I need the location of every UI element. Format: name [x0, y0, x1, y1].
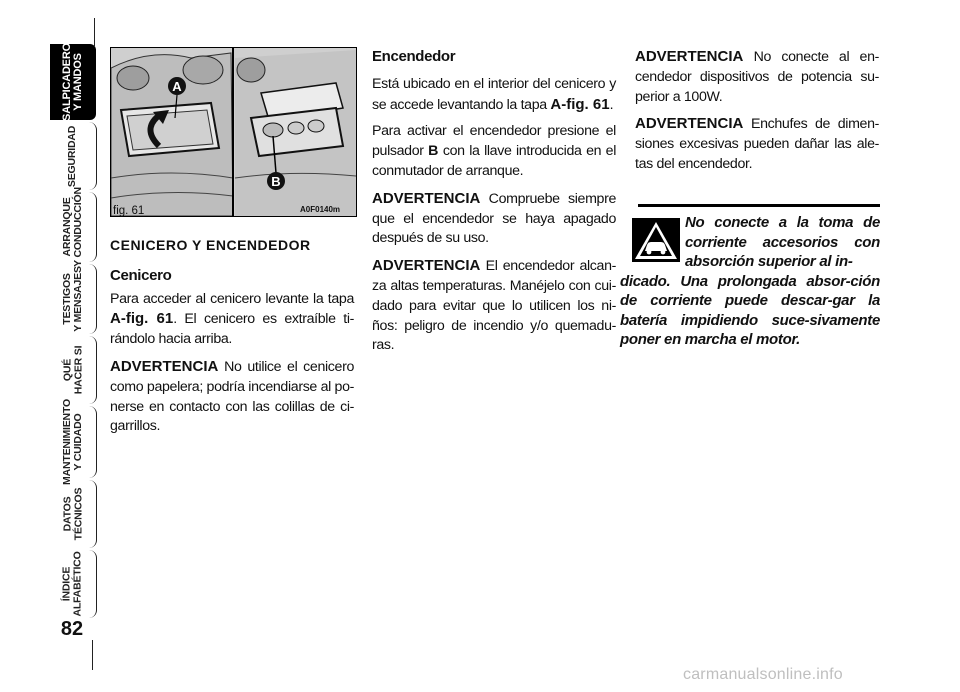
figure-ashtray-lighter — [110, 47, 357, 217]
warning-car-icon — [632, 218, 680, 262]
text: . El cenicero es extraíble ti-rándolo hacia arriba. — [110, 311, 354, 348]
warning-keyword: ADVERTENCIA — [635, 115, 744, 133]
tab-label: ARRANQUE Y CONDUCCIÓN — [61, 187, 85, 267]
figure-ref: A-fig. 61 — [550, 95, 610, 113]
column-1 — [110, 236, 354, 444]
section-title: CENICERO Y ENCENDEDOR — [110, 237, 311, 253]
figure-caption: fig. 61 — [113, 205, 145, 217]
paragraph-encendedor-activate — [372, 122, 616, 181]
paragraph-cenicero-access — [110, 290, 354, 350]
callout-a-label: A — [172, 79, 182, 94]
tab-salpicadero-y-mandos[interactable] — [50, 44, 96, 120]
paragraph-cenicero-warning — [110, 357, 354, 437]
figure-ref: A-fig. 61 — [110, 310, 174, 328]
tab-que-hacer-si[interactable] — [50, 336, 97, 404]
page-number: 82 — [60, 618, 84, 640]
sidebar-top-line — [90, 18, 95, 46]
ashtray-illustration — [111, 48, 356, 216]
text: Para acceder al cenicero levante la tapa — [110, 290, 354, 307]
text: con la llave introducida en el conmutador de arranque. — [372, 143, 616, 179]
callout-b-label: B — [271, 174, 281, 189]
text: No utilice el cenicero como papelera; podría incendiarse al po-nerse en contacto con las colillas de ci-garrillos. — [110, 358, 354, 435]
button-ref: B — [428, 143, 439, 160]
warning-top-rule — [638, 204, 880, 207]
chapter-sidebar — [0, 0, 96, 692]
warning-keyword: ADVERTENCIA — [110, 357, 219, 375]
subtitle-encendedor: Encendedor — [372, 48, 456, 65]
text: No conecte al en-cendedor dispositivos de potencia su-perior a 100W. — [635, 49, 879, 105]
tab-testigos-y-mensajes[interactable] — [50, 264, 97, 334]
paragraph-encendedor-warning-1 — [372, 189, 616, 249]
text: Está ubicado en el interior del cenicero y se accede levantando la tapa — [372, 75, 616, 113]
warning-keyword: ADVERTENCIA — [372, 257, 481, 275]
column-2 — [372, 47, 616, 363]
paragraph-power-warning — [635, 47, 879, 107]
column-3 — [635, 47, 879, 182]
sidebar-bottom-line — [92, 640, 93, 670]
tab-label: TESTIGOS Y MENSAJES — [61, 266, 84, 332]
tab-seguridad[interactable] — [50, 122, 97, 190]
figure-code: A0F0140m — [300, 205, 341, 214]
text: . — [609, 96, 614, 113]
text: Para activar el encendedor presione el pulsador — [372, 123, 616, 160]
tab-label: SALPICADERO Y MANDOS — [61, 43, 84, 121]
warning-keyword: ADVERTENCIA — [635, 48, 744, 65]
warning-keyword: ADVERTENCIA — [372, 189, 481, 207]
watermark: carmanualsonline.info — [683, 666, 843, 683]
text: Compruebe siempre que el encendedor se haya apagado después de su uso. — [372, 190, 616, 247]
tab-datos-tecnicos[interactable] — [50, 480, 97, 548]
tab-label: QUÉ HACER SI — [61, 345, 85, 395]
text: El encendedor alcan-za altas temperaturas. Manéjelo con cui-dado para evitar que lo utilicen los ni-ños: peligro de incendio y/o quemadu-ras. — [372, 258, 616, 354]
tab-label: ÍNDICE ALFABÉTICO — [61, 551, 84, 617]
tab-mantenimiento-y-cuidado[interactable] — [50, 399, 97, 485]
paragraph-encendedor-warning-2 — [372, 256, 616, 356]
battery-warning-box — [620, 204, 880, 350]
tab-label: DATOS TÉCNICOS — [61, 487, 84, 541]
warning-text-indented: No conecte a la toma de corriente accesorios con absorción superior al in- — [685, 214, 880, 270]
subtitle-cenicero: Cenicero — [110, 266, 172, 284]
tab-label: SEGURIDAD — [66, 125, 79, 187]
tab-indice-alfabetico[interactable] — [50, 550, 97, 618]
paragraph-encendedor-location — [372, 75, 616, 116]
paragraph-plug-warning — [635, 114, 879, 174]
tab-arranque-y-conduccion[interactable] — [50, 187, 97, 267]
text: Enchufes de dimen-siones excesivas pueden dañar las ale-tas del encendedor. — [635, 116, 879, 172]
tab-label: MANTENIMIENTO Y CUIDADO — [61, 399, 84, 485]
warning-text-rest: dicado. Una prolongada absor-ción de corriente puede descar-gar la batería impidiendo suce-sivamente poner en marcha el motor. — [620, 272, 880, 348]
